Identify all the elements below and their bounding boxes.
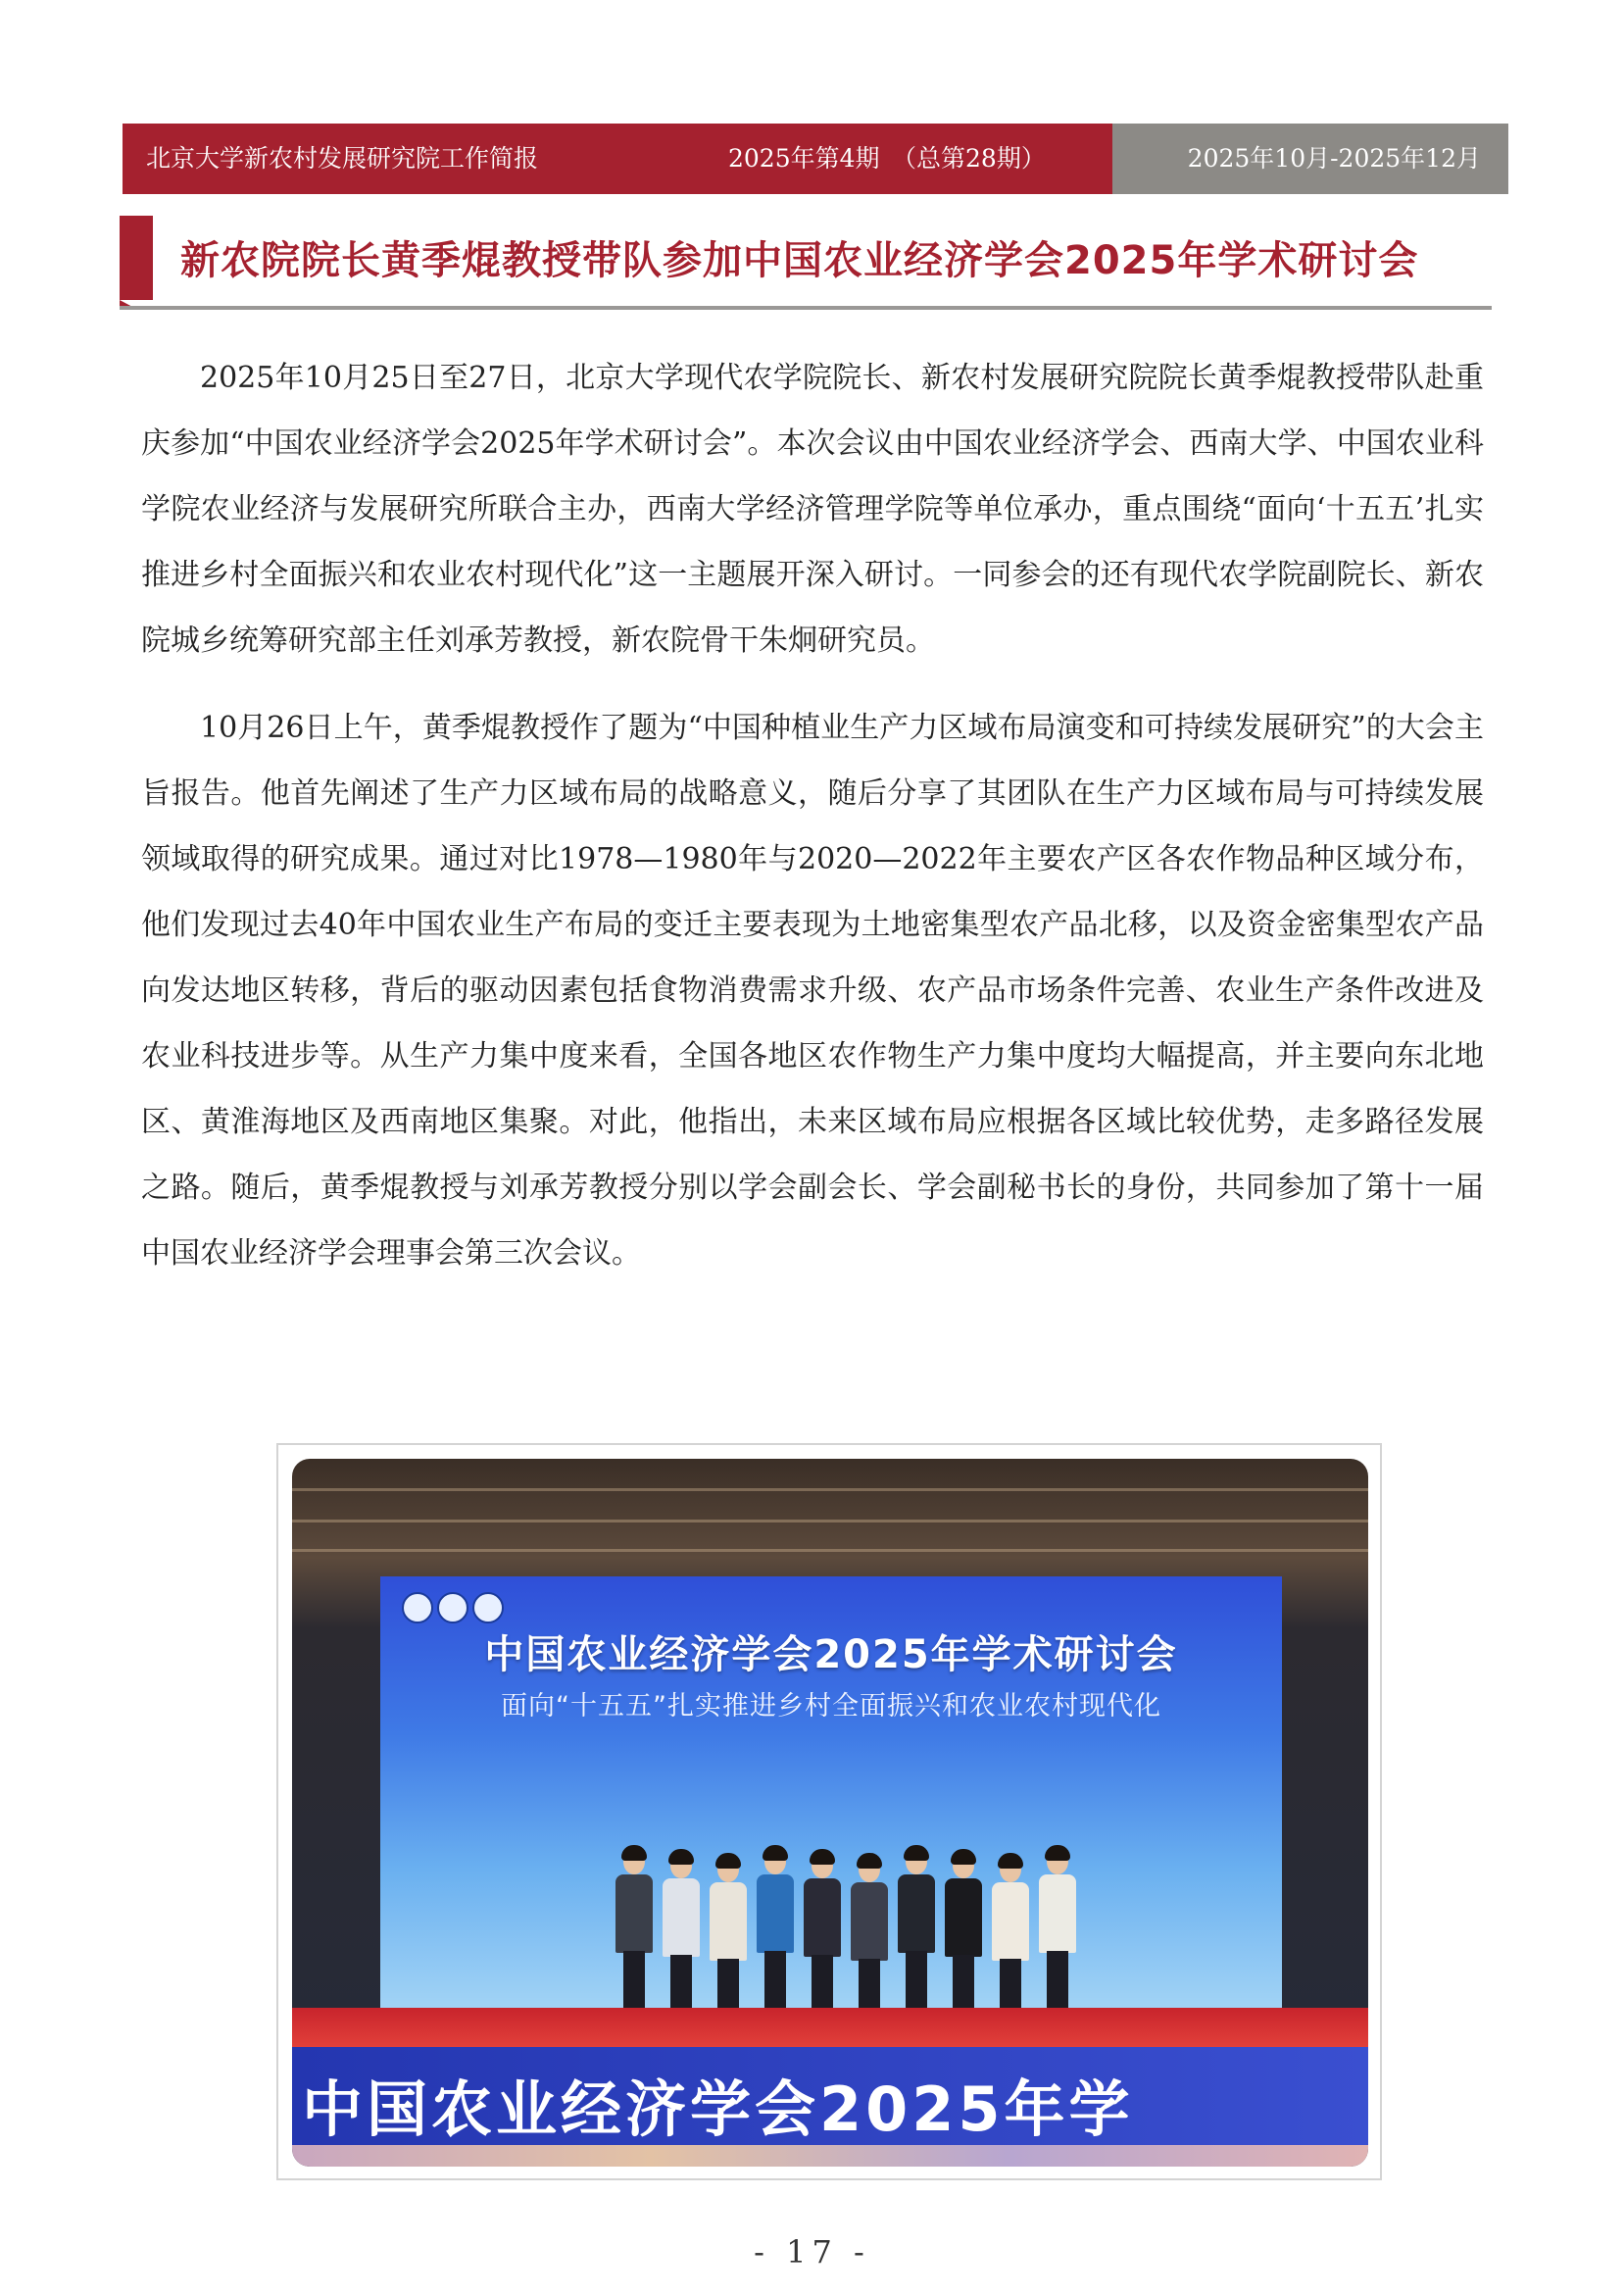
paragraph: 10月26日上午，黄季焜教授作了题为“中国种植业生产力区域布局演变和可持续发展研究”的大会主旨报告。他首先阐述了生产力区域布局的战略意义，随后分享了其团队在生产力区域布局与可持续发展领域取得的研究成果。通过对比1978—1980年与2020—2022年主要农产区各农作物品种区域分布，他们发现过去40年中国农业生产布局的变迁主要表现为土地密集型农产品北移，以及资金密集型农产品向发达地区转移，背后的驱动因素包括食物消费需求升级、农产品市场条件完善、农业生产条件改进及农业科技进步等。从生产力集中度来看，全国各地区农作物生产力集中度均大幅提高，并主要向东北地区、黄淮海地区及西南地区集聚。对此，他指出，未来区域布局应根据各区域比较优势，走多路径发展之路。随后，黄季焜教授与刘承芳教授分别以学会副会长、学会副秘书长的身份，共同参加了第十一届中国农业经济学会理事会第三次会议。 <box>141 711 1484 1271</box>
person-body <box>710 1882 747 1961</box>
person-hair <box>1045 1845 1070 1861</box>
society-logo-icon <box>402 1592 433 1623</box>
page-number: - 17 - <box>754 2233 870 2271</box>
person-body <box>1039 1874 1076 1953</box>
ceiling-line <box>292 1488 1368 1491</box>
person-body <box>615 1874 653 1953</box>
conference-photo <box>292 1459 1368 2167</box>
institute-logo-icon <box>472 1592 504 1623</box>
article-title-block <box>120 216 1509 310</box>
person-hair <box>715 1853 741 1869</box>
university-logo-icon <box>437 1592 468 1623</box>
person-body <box>663 1878 700 1957</box>
person-hair <box>810 1849 835 1865</box>
person-body <box>804 1878 841 1957</box>
screen-subtitle: 面向“十五五”扎实推进乡村全面振兴和农业农村现代化 <box>501 1691 1161 1722</box>
stage-floor <box>292 2008 1368 2047</box>
stage-banner <box>292 2047 1368 2145</box>
header-issue: 2025年第4期 （总第28期） <box>728 144 1046 173</box>
title-accent-bar <box>120 216 153 310</box>
person-hair <box>857 1853 882 1869</box>
header-brand: 北京大学新农村发展研究院工作简报 <box>146 144 539 173</box>
ceiling-line <box>292 1549 1368 1552</box>
person-hair <box>621 1845 647 1861</box>
person-body <box>851 1882 888 1961</box>
person-body <box>945 1878 982 1957</box>
header-date-range: 2025年10月-2025年12月 <box>1187 144 1481 173</box>
person-body <box>757 1874 794 1953</box>
header-bar <box>123 124 1508 194</box>
paragraph: 2025年10月25日至27日，北京大学现代农学院院长、新农村发展研究院院长黄季焜教授带队赴重庆参加“中国农业经济学会2025年学术研讨会”。本次会议由中国农业经济学会、西南大学、中国农业科学院农业经济与发展研究所联合主办，西南大学经济管理学院等单位承办，重点围绕“面向‘十五五’扎实推进乡村全面振兴和农业农村现代化”这一主题展开深入研讨。一同参会的还有现代农学院副院长、新农院城乡统筹研究部主任刘承芳教授，新农院骨干朱炯研究员。 <box>141 361 1484 658</box>
person-legs <box>670 1955 692 2014</box>
ceiling-line <box>292 1520 1368 1522</box>
person-body <box>992 1882 1029 1961</box>
person-legs <box>812 1955 833 2014</box>
banner-text: 中国农业经济学会2025年学 <box>302 2073 1134 2145</box>
carpet <box>292 2145 1368 2167</box>
article-title: 新农院院长黄季焜教授带队参加中国农业经济学会2025年学术研讨会 <box>180 238 1419 283</box>
person-legs <box>764 1951 786 2010</box>
screen-title: 中国农业经济学会2025年学术研讨会 <box>484 1632 1178 1677</box>
person-hair <box>668 1849 694 1865</box>
person-hair <box>904 1845 929 1861</box>
photo-frame <box>276 1443 1382 2180</box>
person-hair <box>951 1849 976 1865</box>
person-legs <box>623 1951 645 2010</box>
person-hair <box>763 1845 788 1861</box>
person-hair <box>998 1853 1023 1869</box>
person-legs <box>1047 1951 1068 2010</box>
person-legs <box>953 1955 974 2014</box>
article-body <box>141 345 1484 1308</box>
person-body <box>898 1874 935 1953</box>
title-underline <box>120 306 1492 310</box>
person-legs <box>906 1951 927 2010</box>
